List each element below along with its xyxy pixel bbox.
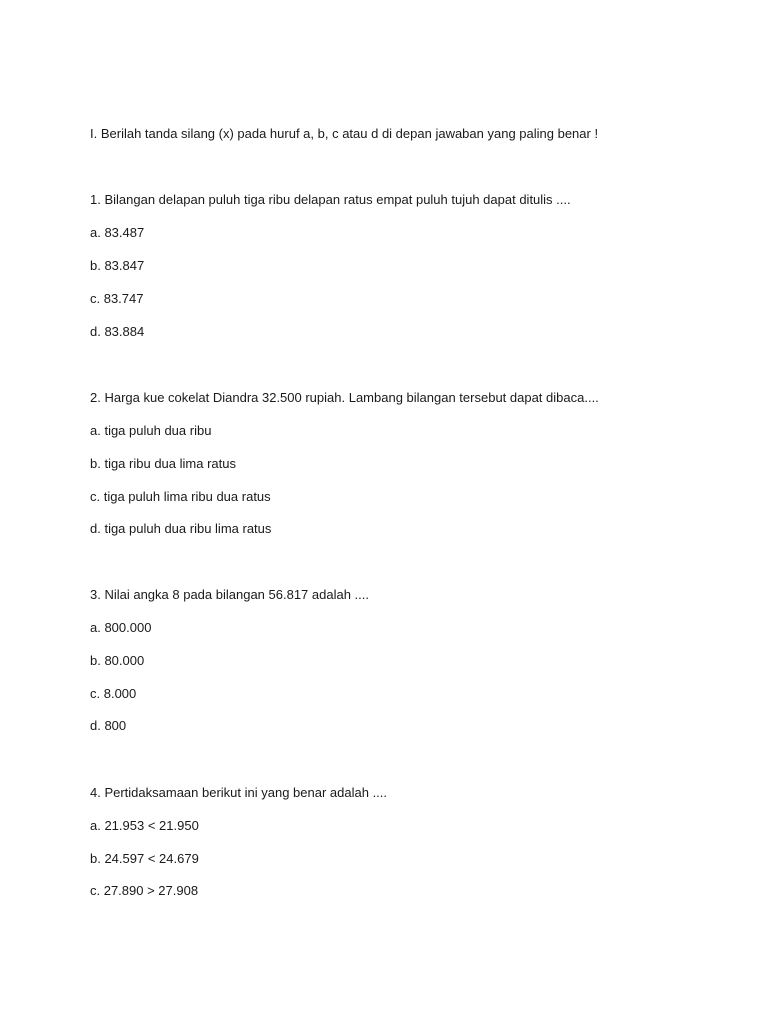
- question-3-option-b: b. 80.000: [90, 653, 145, 668]
- question-3-option-a: a. 800.000: [90, 620, 152, 635]
- question-1-option-b: b. 83.847: [90, 258, 145, 273]
- question-2-option-d: d. tiga puluh dua ribu lima ratus: [90, 521, 272, 536]
- question-3-option-d: d. 800: [90, 718, 127, 733]
- question-4-text: 4. Pertidaksamaan berikut ini yang benar adalah ....: [90, 785, 388, 800]
- question-4-option-c: c. 27.890 > 27.908: [90, 883, 199, 898]
- question-2-text: 2. Harga kue cokelat Diandra 32.500 rupiah. Lambang bilangan tersebut dapat dibaca....: [90, 390, 599, 405]
- question-2-option-c: c. tiga puluh lima ribu dua ratus: [90, 489, 271, 504]
- question-3-text: 3. Nilai angka 8 pada bilangan 56.817 adalah ....: [90, 587, 369, 602]
- question-1-option-c: c. 83.747: [90, 291, 144, 306]
- question-4-option-a: a. 21.953 < 21.950: [90, 818, 199, 833]
- question-1-option-d: d. 83.884: [90, 324, 145, 339]
- question-2-option-b: b. tiga ribu dua lima ratus: [90, 456, 236, 471]
- question-3-option-c: c. 8.000: [90, 686, 137, 701]
- question-1-option-a: a. 83.487: [90, 225, 145, 240]
- instruction-text: I. Berilah tanda silang (x) pada huruf a, b, c atau d di depan jawaban yang paling benar !: [90, 126, 599, 141]
- question-2-option-a: a. tiga puluh dua ribu: [90, 423, 212, 438]
- question-4-option-b: b. 24.597 < 24.679: [90, 851, 199, 866]
- question-1-text: 1. Bilangan delapan puluh tiga ribu delapan ratus empat puluh tujuh dapat ditulis ....: [90, 192, 571, 207]
